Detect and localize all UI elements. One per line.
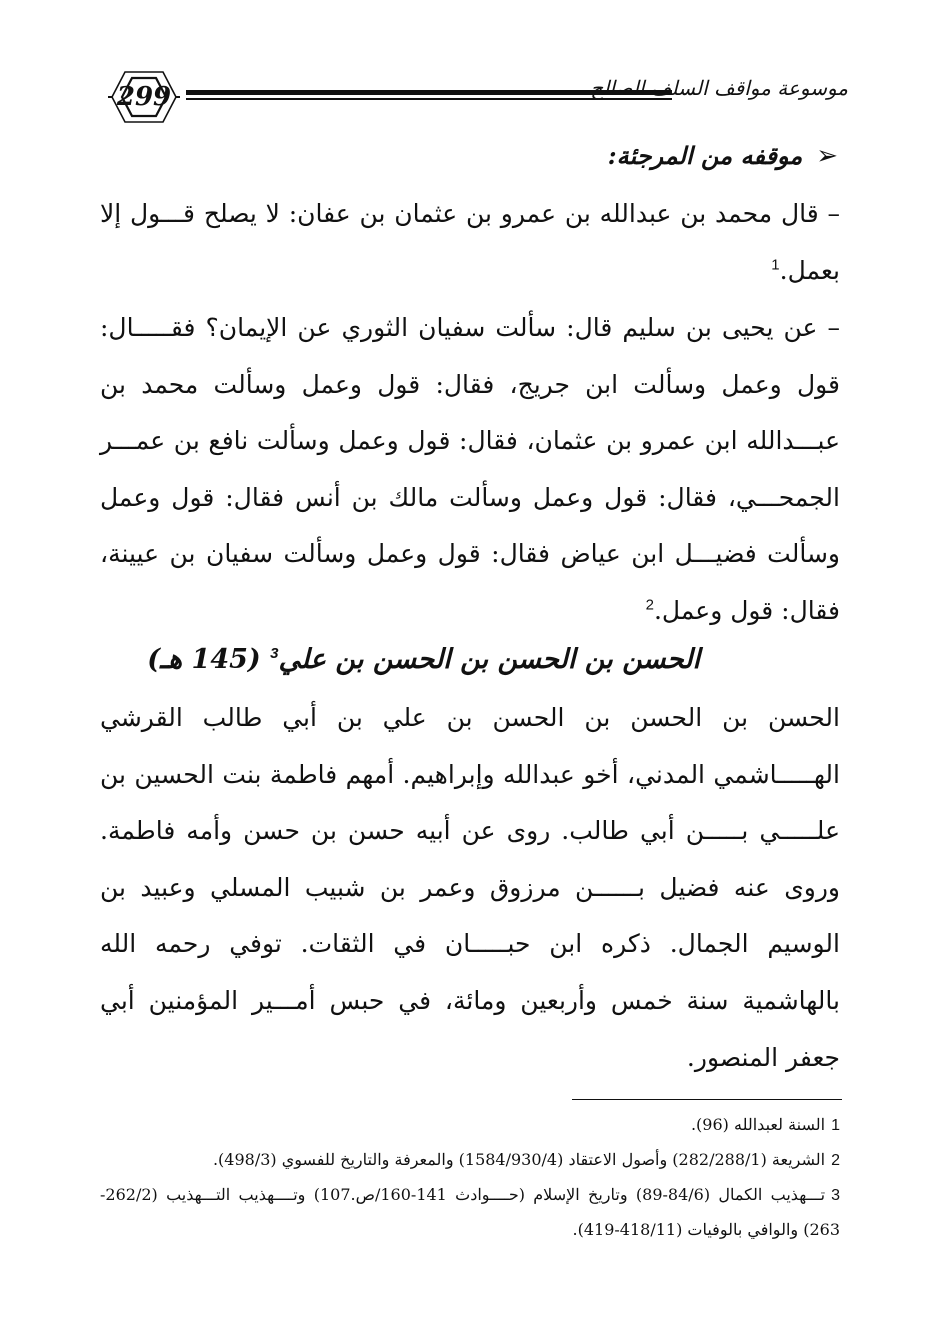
biography-paragraph [100, 690, 840, 1086]
paragraph-2 [100, 300, 840, 640]
section-heading-murjia [608, 134, 838, 178]
footnote-number: 3 [831, 1187, 841, 1204]
footnote-ref-1[interactable]: 1 [771, 256, 780, 274]
footnote-2 [100, 1143, 840, 1178]
footnote-number: 1 [831, 1117, 840, 1134]
footnote-number: 2 [831, 1152, 840, 1169]
book-title: موسوعة مواقف السلف الصالح [590, 76, 848, 100]
paragraph-1-text: – قال محمد بن عبدالله بن عمرو بن عثمان بن عفان: لا يصلح قـــول إلا بعمل. [100, 199, 840, 285]
footnote-ref-3[interactable]: 3 [270, 645, 279, 662]
footnotes [100, 1108, 840, 1247]
footnote-divider [572, 1099, 842, 1100]
footnote-3 [100, 1178, 840, 1247]
page-number: 299 [116, 82, 172, 112]
page-header [100, 62, 848, 132]
footnote-1 [100, 1108, 840, 1143]
page-number-badge [108, 66, 180, 128]
arrow-bullet-icon: ➢ [816, 141, 838, 171]
section-heading-text: موقفه من المرجئة: [607, 141, 803, 170]
biography-heading-name: الحسن بن الحسن بن الحسن بن علي [278, 644, 700, 675]
biography-paragraph-text: الحسن بن الحسن بن الحسن بن علي بن أبي طالب القرشي الهـــــاشمي المدني، أخو عبدالله وإبراهيم. أمهم فاطمة بنت الحسين بن علـــــي بـــــن أبي طالب. روى عن أبيه حسن بن حسن وأمه فاطمة. وروى عنه فضيل بــــــن مرزوق وعمر بن شبيب المسلي وعبيد بن الوسيم الجمال. ذكره ابن حبـــــان في الثقات. توفي رحمه الله بالهاشمية سنة خمس وأربعين ومائة، في حبس أمـــير المؤمنين أبي جعفر المنصور. [100, 703, 840, 1072]
footnote-text: الشريعة (282/288/1) وأصول الاعتقاد (1584/930/4) والمعرفة والتاريخ للفسوي (498/3). [212, 1150, 826, 1169]
footnote-text: تـــهذيب الكمال (84/6-89) وتاريخ الإسلام (حــــوادث 141-160/ص.107) وتــــهذيب التـــهذيب (262/2-263) والوافي بالوفيات (418/11-419). [100, 1185, 840, 1239]
biography-heading-date: (145 هـ) [147, 644, 261, 675]
paragraph-1 [100, 186, 840, 299]
footnote-ref-2[interactable]: 2 [645, 596, 654, 614]
biography-heading [100, 630, 700, 690]
footnote-text: السنة لعبدالله (96). [690, 1115, 826, 1134]
paragraph-2-text: – عن يحيى بن سليم قال: سألت سفيان الثوري عن الإيمان؟ فقـــــال: قول وعمل وسألت ابن جريج، فقال: قول وعمل وسألت محمد بن عبـــدالله ابن عمرو بن عثمان، فقال: قول وعمل وسألت نافع بن عمـــر الجمحـــي، فقال: قول وعمل وسألت مالك بن أنس فقال: قول وعمل وسألت فضيـــل ابن عياض فقال: قول وعمل وسألت سفيان بن عيينة، فقال: قول وعمل. [100, 313, 840, 625]
